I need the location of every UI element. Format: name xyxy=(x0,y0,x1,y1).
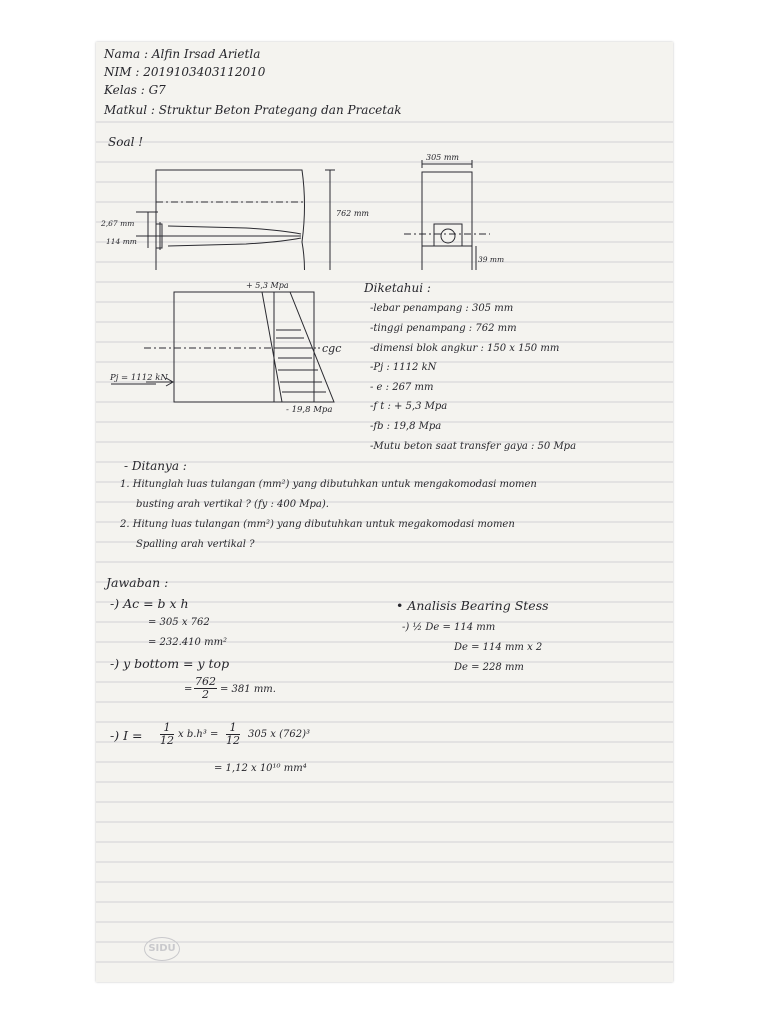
diketahui-item: - e : 267 mm xyxy=(370,382,434,393)
fraction-denominator: 12 xyxy=(160,733,174,747)
diketahui-title: Diketahui : xyxy=(364,281,431,295)
diketahui-item: -fb : 19,8 Mpa xyxy=(370,421,442,432)
stress-diagram xyxy=(96,276,366,416)
dim-height-label: 762 mm xyxy=(336,209,369,218)
bearing-step-3: De = 228 mm xyxy=(454,662,524,673)
inertia-fraction-1 xyxy=(160,722,174,746)
bottom-stress-label: - 19,8 Mpa xyxy=(286,405,333,415)
question-1-line-1: 1. Hitunglah luas tulangan (mm²) yang dibutuhkan untuk mengakomodasi momen xyxy=(120,479,537,490)
inertia-formula-tail: 305 x (762)³ xyxy=(248,729,310,740)
fraction-numerator: 1 xyxy=(226,722,240,735)
bearing-stress-title: • Analisis Bearing Stess xyxy=(396,598,549,613)
diketahui-item: -tinggi penampang : 762 mm xyxy=(370,323,517,334)
equals-sign: = xyxy=(184,684,193,695)
beam-figure xyxy=(96,150,516,270)
jawaban-title: Jawaban : xyxy=(106,575,169,590)
diketahui-item: -f t : + 5,3 Mpa xyxy=(370,401,448,412)
dim-114-label: 114 mm xyxy=(106,237,137,246)
inertia-fraction-2 xyxy=(226,722,240,746)
fraction-denominator: 2 xyxy=(202,687,209,701)
question-2-line-1: 2. Hitung luas tulangan (mm²) yang dibutuhkan untuk megakomodasi momen xyxy=(120,519,515,530)
cgc-label: cgc xyxy=(322,342,342,355)
question-2-line-2: Spalling arah vertikal ? xyxy=(136,539,255,550)
soal-title: Soal ! xyxy=(108,135,144,149)
dim-39-label: 39 mm xyxy=(478,255,505,264)
bearing-step-2: De = 114 mm x 2 xyxy=(454,642,543,653)
kelas-line: Kelas : G7 xyxy=(104,83,166,97)
diketahui-item: -Pj : 1112 kN xyxy=(370,362,437,373)
bearing-step-1: -) ½ De = 114 mm xyxy=(402,622,496,633)
name-line: Nama : Alfin Irsad Arietla xyxy=(104,47,261,61)
top-stress-label: + 5,3 Mpa xyxy=(246,281,289,290)
dim-width-label: 305 mm xyxy=(426,153,459,162)
inertia-formula-mid: x b.h³ = xyxy=(178,729,219,740)
inertia-result: = 1,12 x 10¹⁰ mm⁴ xyxy=(214,763,307,774)
diketahui-item: -dimensi blok angkur : 150 x 150 mm xyxy=(370,343,560,354)
fraction-numerator: 762 xyxy=(195,675,216,688)
diketahui-item: -Mutu beton saat transfer gaya : 50 Mpa xyxy=(370,441,577,452)
nim-line: NIM : 2019103403112010 xyxy=(104,65,266,79)
fraction-denominator: 12 xyxy=(226,733,240,747)
publisher-logo: SIDU xyxy=(144,937,180,961)
diketahui-item: -lebar penampang : 305 mm xyxy=(370,303,514,314)
matkul-line: Matkul : Struktur Beton Prategang dan Pracetak xyxy=(104,103,402,117)
ac-result: = 232.410 mm² xyxy=(148,637,228,648)
question-1-line-2: busting arah vertikal ? (fy : 400 Mpa). xyxy=(136,499,329,510)
ac-formula: -) Ac = b x h xyxy=(110,596,189,611)
ac-step: = 305 x 762 xyxy=(148,617,210,628)
ybottom-fraction xyxy=(194,676,217,700)
fraction-numerator: 1 xyxy=(160,722,174,735)
ditanya-title: - Ditanya : xyxy=(124,459,187,473)
inertia-formula-prefix: -) I = xyxy=(110,728,143,743)
notebook-page xyxy=(96,42,673,982)
dim-267-label: 2,67 mm xyxy=(101,219,135,228)
ybottom-formula: -) y bottom = y top xyxy=(110,656,230,671)
ybottom-result: = 381 mm. xyxy=(220,684,276,695)
force-label: Pj = 1112 kN xyxy=(110,373,168,383)
